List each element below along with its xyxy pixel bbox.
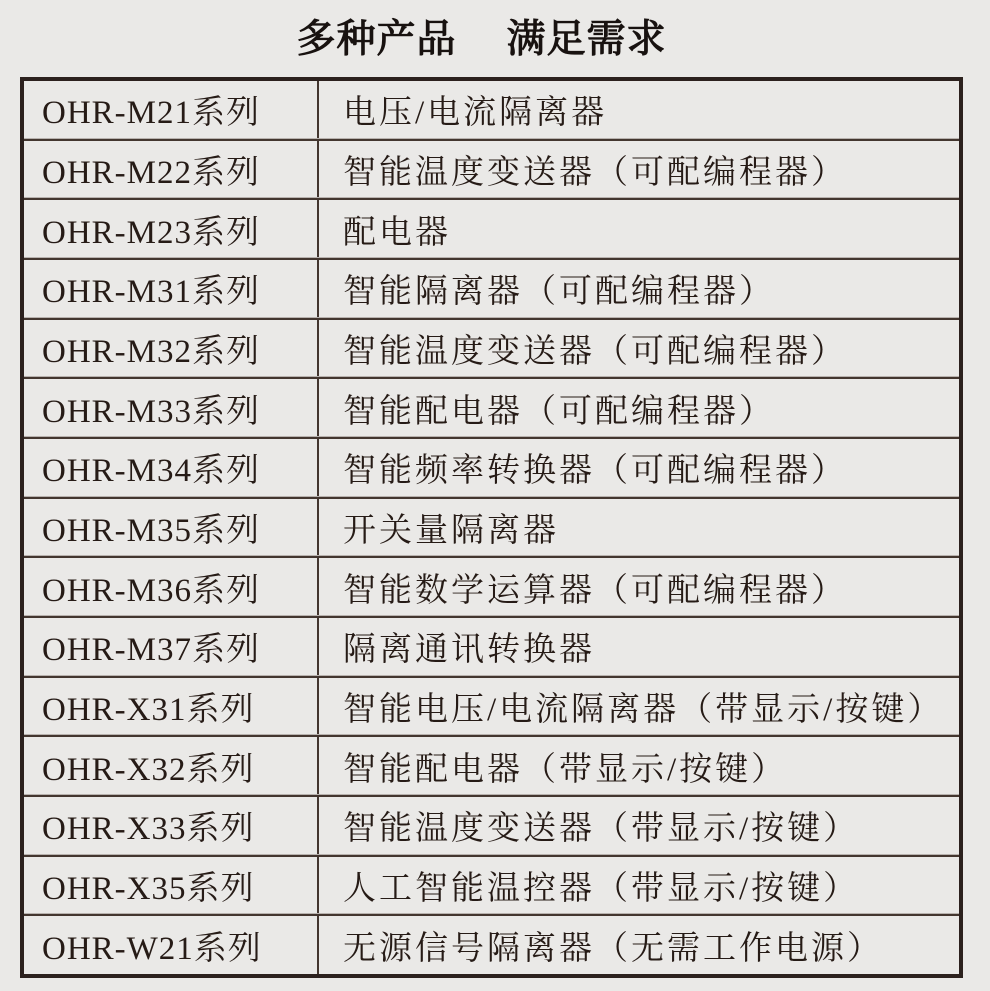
table-row bbox=[24, 735, 959, 795]
product-cell: 配电器 bbox=[317, 200, 959, 258]
product-cell: 智能温度变送器（可配编程器） bbox=[317, 320, 959, 378]
table-row bbox=[24, 795, 959, 855]
product-cell: 开关量隔离器 bbox=[317, 499, 959, 557]
product-table bbox=[20, 77, 963, 978]
product-cell: 智能数学运算器（可配编程器） bbox=[317, 558, 959, 616]
product-cell: 智能配电器（带显示/按键） bbox=[317, 737, 959, 795]
product-cell: 智能温度变送器（带显示/按键） bbox=[317, 797, 959, 855]
title-part-1: 多种产品 bbox=[296, 18, 457, 61]
product-cell: 电压/电流隔离器 bbox=[317, 81, 959, 139]
product-cell: 无源信号隔离器（无需工作电源） bbox=[317, 916, 959, 974]
table-row bbox=[24, 914, 959, 974]
product-cell: 智能隔离器（可配编程器） bbox=[317, 260, 959, 318]
table-row bbox=[24, 676, 959, 736]
title-part-2: 满足需求 bbox=[506, 18, 667, 61]
product-cell: 智能配电器（可配编程器） bbox=[317, 379, 959, 437]
series-cell: OHR-M34系列 bbox=[42, 453, 261, 490]
series-cell: OHR-X31系列 bbox=[42, 692, 255, 729]
table-row bbox=[24, 318, 959, 378]
table-row bbox=[24, 616, 959, 676]
series-cell: OHR-W21系列 bbox=[42, 930, 262, 967]
series-cell: OHR-X32系列 bbox=[42, 751, 255, 788]
series-cell: OHR-M32系列 bbox=[42, 334, 261, 371]
series-cell: OHR-M37系列 bbox=[42, 632, 261, 669]
product-cell: 人工智能温控器（带显示/按键） bbox=[317, 857, 959, 915]
table-row bbox=[24, 198, 959, 258]
table-row bbox=[24, 81, 959, 139]
series-cell: OHR-X35系列 bbox=[42, 871, 255, 908]
series-cell: OHR-M22系列 bbox=[42, 155, 261, 191]
table-row bbox=[24, 497, 959, 557]
series-cell: OHR-M31系列 bbox=[42, 274, 261, 311]
series-cell: OHR-M35系列 bbox=[42, 513, 261, 550]
product-cell: 智能频率转换器（可配编程器） bbox=[317, 439, 959, 497]
product-cell: 智能电压/电流隔离器（带显示/按键） bbox=[317, 678, 959, 736]
series-cell: OHR-M36系列 bbox=[42, 572, 261, 609]
series-cell: OHR-M33系列 bbox=[42, 393, 261, 430]
product-cell: 隔离通讯转换器 bbox=[317, 618, 959, 676]
table-row bbox=[24, 855, 959, 915]
series-cell: OHR-M21系列 bbox=[42, 95, 261, 132]
table-row bbox=[24, 556, 959, 616]
table-row bbox=[24, 377, 959, 437]
product-cell: 智能温度变送器（可配编程器） bbox=[317, 141, 959, 199]
table-row bbox=[24, 139, 959, 199]
table-row bbox=[24, 258, 959, 318]
series-cell: OHR-X33系列 bbox=[42, 811, 255, 848]
table-row bbox=[24, 437, 959, 497]
series-cell: OHR-M23系列 bbox=[42, 214, 261, 251]
page-title bbox=[0, 16, 963, 64]
